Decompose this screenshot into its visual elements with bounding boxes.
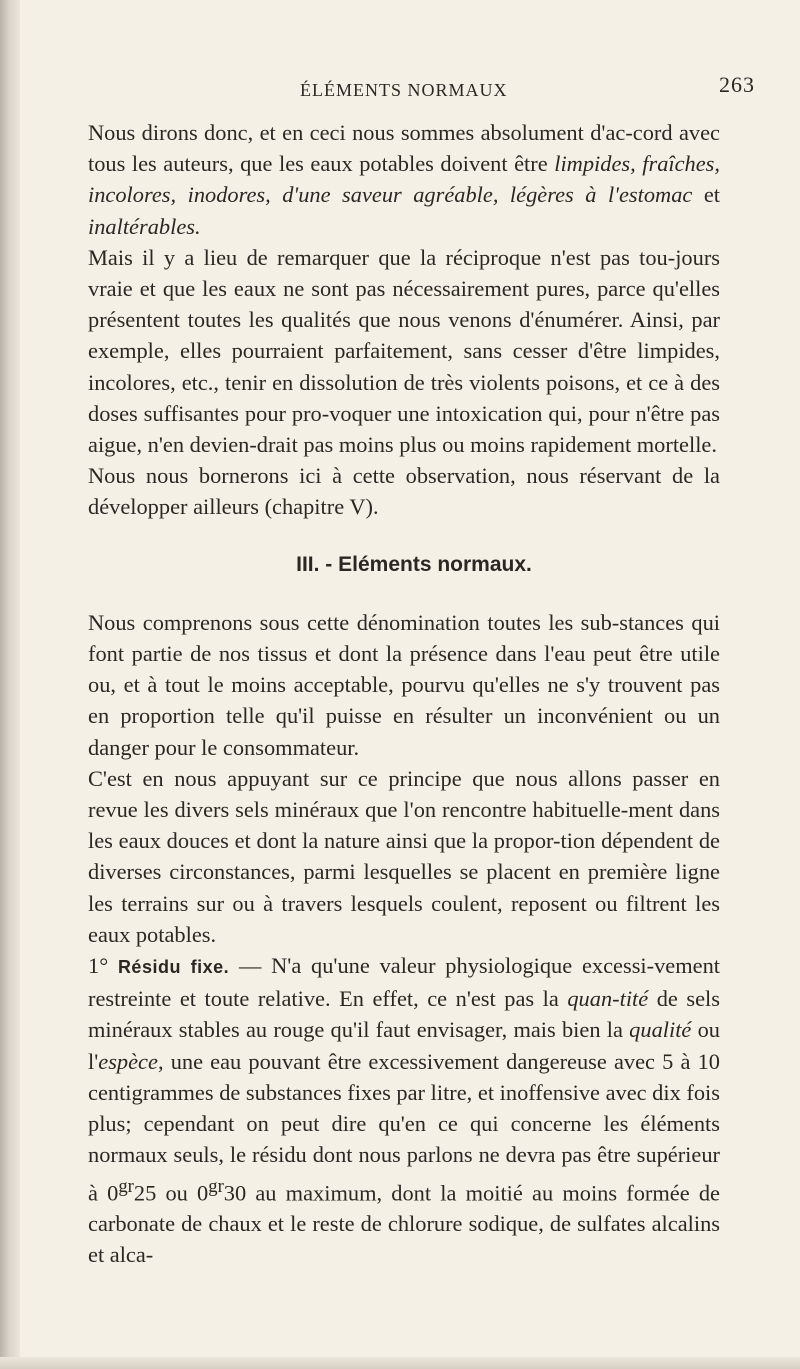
book-binding-shadow bbox=[0, 0, 20, 1369]
page-bottom-edge bbox=[0, 1357, 800, 1369]
paragraph-1: Nous dirons donc, et en ceci nous sommes absolument d'ac-cord avec tous les auteurs, que les eaux potables doivent être limpides, fraîches, incolores, inodores, d'une saveur agréable, légères à l'estomac et inaltérables. bbox=[88, 120, 721, 239]
italic-qualities: limpides, fraîches, incolores, inodores, d'une saveur agréable, légères à l'estomac bbox=[88, 151, 720, 208]
page-number: 263 bbox=[719, 72, 755, 97]
paragraph-5: C'est en nous appuyant sur ce principe que nous allons passer en revue les divers sels minéraux que l'on rencontre habituelle-ment dans les eaux douces et dont la nature ainsi que la propor-tion dépendent de diverses circonstances, parmi lesquelles se placent en première ligne les terrains sur ou à travers lesquels coulent, reposent ou filtrent les eaux potables. bbox=[88, 765, 720, 947]
paragraph-3: Nous nous bornerons ici à cette observation, nous réservant de la développer ailleurs (chapitre V). bbox=[88, 463, 720, 520]
section-heading: III. - Eléments normaux. bbox=[296, 552, 532, 576]
running-title: ÉLÉMENTS NORMAUX bbox=[300, 80, 508, 100]
page-body bbox=[88, 117, 720, 1271]
italic-inalterables: inaltérables. bbox=[88, 213, 201, 239]
paragraph-4: Nous comprenons sous cette dénomination toutes les sub-stances qui font partie de nos tissus et dont la présence dans l'eau peut être utile ou, et à tout le moins acceptable, pourvu qu'elles ne s'y trouvent pas en proportion telle qu'il puisse en résulter un inconvénient ou un danger pour le consommateur. bbox=[88, 609, 720, 760]
paragraph-6: 1° Résidu fixe. — N'a qu'une valeur physiologique excessi-vement restreinte et toute relative. En effet, ce n'est pas la quan-tité de sels minéraux stables au rouge qu'il faut envisager, mais bien la qualité ou l'espèce, une eau pouvant être excessivement dangereuse avec 5 à 10 centigrammes de substances fixes par litre, et inoffensive avec dix fois plus; cependant on peut dire qu'en ce qui concerne les éléments normaux seuls, le résidu dont nous parlons ne devra pas être supérieur à $0^{gr}25$ ou $0^{gr}30$ au maximum, dont la moitié au moins formée de carbonate de chaux et le reste de chlorure sodique, de sulfates alcalins et alca- bbox=[88, 953, 720, 1268]
paragraph-2: Mais il y a lieu de remarquer que la réciproque n'est pas tou-jours vraie et que les eaux ne sont pas nécessairement pures, parce qu'elles présentent toutes les qualités que nous venons d'énumérer. Ainsi, par exemple, elles pourraient parfaitement, sans cesser d'être limpides, incolores, etc., tenir en dissolution de très violents poisons, et ce à des doses suffisantes pour pro-voquer une intoxication qui, pour n'être pas aigue, n'en devien-drait pas moins plus ou moins rapidement mortelle. bbox=[88, 244, 720, 458]
residu-fixe-heading: Résidu fixe. bbox=[117, 957, 230, 978]
